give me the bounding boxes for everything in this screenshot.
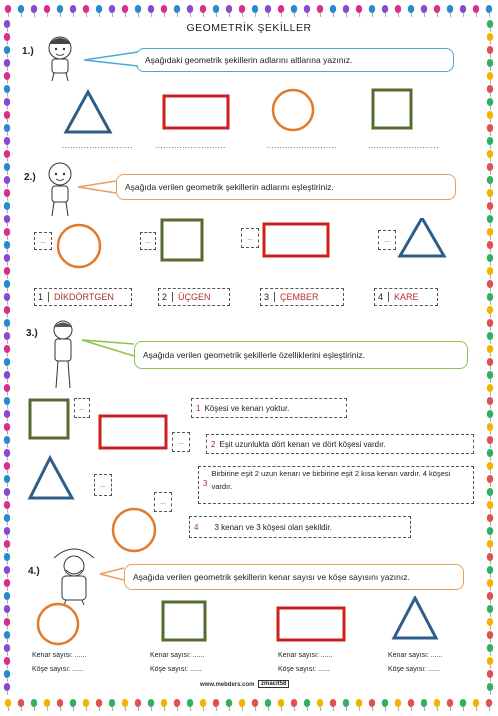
instruction-bubble-3: Aşağıda verilen geometrik şekillerle özelliklerini eşleştiriniz. bbox=[134, 341, 468, 369]
triangle-shape bbox=[30, 458, 72, 498]
edge-count[interactable]: Kenar sayısı: ...... bbox=[150, 652, 205, 659]
instruction-bubble-1: Aşağıdaki geometrik şekillerin adlarını altlarına yazınız. bbox=[136, 48, 454, 72]
question-4-number: 4.) bbox=[28, 566, 40, 577]
property-4: 4 3 kenarı ve 3 köşesi olan şekildir. bbox=[189, 516, 411, 538]
match-box[interactable]: ... bbox=[172, 432, 190, 452]
match-box[interactable]: ... bbox=[140, 232, 156, 250]
shapes-row-2 bbox=[54, 218, 454, 270]
shape-label-2: 2 ÜÇGEN bbox=[158, 288, 230, 306]
shape-label-4: 4 KARE bbox=[374, 288, 438, 306]
match-box[interactable]: ... bbox=[378, 230, 396, 250]
footer-tag: zmacit58 bbox=[258, 680, 289, 688]
match-box[interactable]: ... bbox=[34, 232, 52, 250]
answer-line[interactable]: .......................... bbox=[62, 141, 133, 150]
corner-count[interactable]: Köşe sayısı: ...... bbox=[388, 666, 440, 673]
circle-shape bbox=[273, 90, 313, 130]
bubble-pointer-3 bbox=[80, 338, 136, 360]
bubble-pointer-4 bbox=[98, 566, 126, 582]
triangle-shape bbox=[400, 218, 444, 256]
corner-count[interactable]: Köşe sayısı: ...... bbox=[32, 666, 84, 673]
child-illustration bbox=[48, 318, 78, 390]
shape-label-1: 1 DİKDÖRTGEN bbox=[34, 288, 132, 306]
property-3: 3 Birbirine eşit 2 uzun kenarı ve birbirine eşit 2 kısa kenarı vardır. 4 köşesi vardır. bbox=[198, 466, 474, 504]
square-shape bbox=[373, 90, 411, 128]
property-1: 1 Köşesi ve kenarı yoktur. bbox=[191, 398, 347, 418]
child-illustration bbox=[42, 160, 80, 220]
circle-shape bbox=[38, 604, 78, 644]
bubble-pointer-2 bbox=[76, 180, 118, 196]
square-shape bbox=[162, 220, 202, 260]
child-illustration bbox=[40, 32, 80, 82]
edge-count[interactable]: Kenar sayısı: ...... bbox=[32, 652, 87, 659]
question-3-number: 3.) bbox=[26, 328, 38, 339]
match-box[interactable]: ... bbox=[74, 398, 90, 418]
triangle-shape bbox=[66, 92, 110, 132]
answer-line[interactable]: .......................... bbox=[155, 141, 226, 150]
answer-line[interactable]: .......................... bbox=[266, 141, 337, 150]
circle-shape bbox=[58, 225, 100, 267]
square-shape bbox=[30, 400, 68, 438]
instruction-bubble-2: Aşağıda verilen geometrik şekillerin adlarını eşleştiriniz. bbox=[116, 174, 456, 200]
property-2: 2 Eşit uzunlukta dört kenarı ve dört köşesi vardır. bbox=[206, 434, 474, 454]
answer-line[interactable]: .......................... bbox=[368, 141, 439, 150]
shapes-row-4 bbox=[30, 596, 450, 646]
footer-site: www.mebders.com bbox=[200, 682, 255, 688]
instruction-bubble-4: Aşağıda verilen geometrik şekillerin kenar sayısı ve köşe sayısını yazınız. bbox=[124, 564, 464, 590]
match-box[interactable]: ... bbox=[154, 492, 172, 512]
rectangle-shape bbox=[264, 224, 328, 256]
rectangle-shape bbox=[278, 608, 344, 640]
question-2-number: 2.) bbox=[24, 172, 36, 183]
question-1-number: 1.) bbox=[22, 46, 34, 57]
triangle-shape bbox=[394, 598, 436, 638]
rectangle-shape bbox=[164, 96, 228, 128]
match-box[interactable]: ... bbox=[241, 228, 259, 248]
corner-count[interactable]: Köşe sayısı: ...... bbox=[150, 666, 202, 673]
shapes-row-1 bbox=[60, 88, 460, 138]
shape-label-3: 3 ÇEMBER bbox=[260, 288, 344, 306]
square-shape bbox=[163, 602, 205, 640]
page-title: GEOMETRİK ŞEKİLLER bbox=[186, 22, 312, 34]
match-box[interactable]: ... bbox=[94, 474, 112, 496]
edge-count[interactable]: Kenar sayısı: ...... bbox=[388, 652, 443, 659]
edge-count[interactable]: Kenar sayısı: ...... bbox=[278, 652, 333, 659]
circle-shape bbox=[113, 509, 155, 551]
bubble-pointer-1 bbox=[82, 50, 140, 70]
rectangle-shape bbox=[100, 416, 166, 448]
corner-count[interactable]: Köşe sayısı: ...... bbox=[278, 666, 330, 673]
